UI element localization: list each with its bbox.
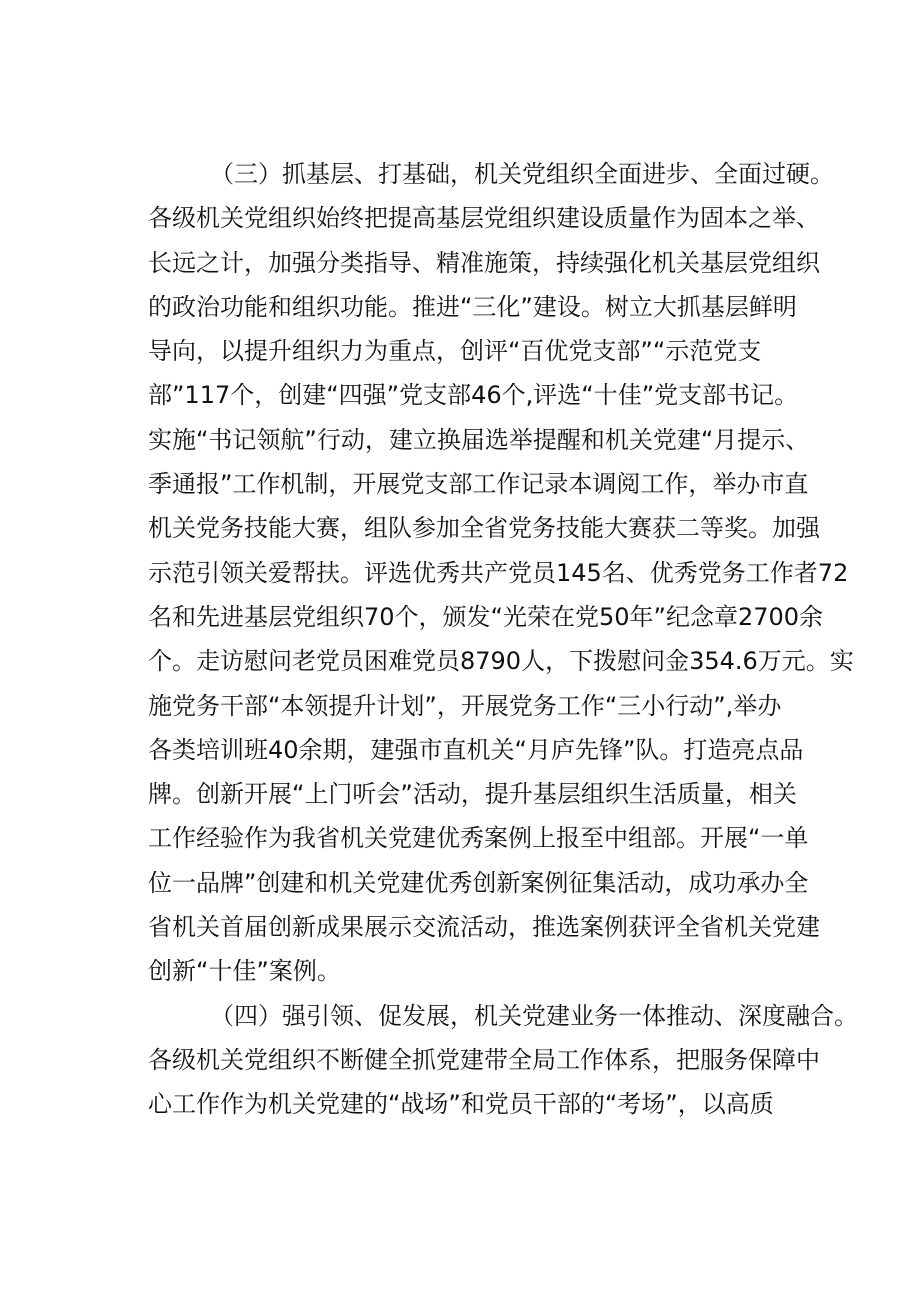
document-body bbox=[148, 152, 858, 1127]
paragraph-line: 各类培训班40余期，建强市直机关“月庐先锋”队。打造亮点品 bbox=[148, 735, 804, 764]
paragraph-line: 施党务干部“本领提升计划”，开展党务工作“三小行动”,举办 bbox=[148, 691, 782, 720]
section-3-paragraph bbox=[148, 152, 854, 994]
paragraph-line: 创新“十佳”案例。 bbox=[148, 957, 341, 986]
paragraph-line: 示范引领关爱帮扶。评选优秀共产党员145名、优秀党务工作者72 bbox=[148, 558, 849, 587]
paragraph-line: 牌。创新开展“上门听会”活动，提升基层组织生活质量，相关 bbox=[148, 780, 797, 809]
paragraph-line: 工作经验作为我省机关党建优秀案例上报至中组部。开展“一单 bbox=[148, 824, 809, 853]
paragraph-line: 实施“书记领航”行动，建立换届选举提醒和机关党建“月提示、 bbox=[148, 425, 810, 454]
paragraph-line: 机关党务技能大赛，组队参加全省党务技能大赛获二等奖。加强 bbox=[148, 514, 820, 543]
section-4-paragraph bbox=[148, 994, 858, 1127]
paragraph-line: 导向，以提升组织力为重点，创评“百优党支部”“示范党支 bbox=[148, 337, 762, 366]
paragraph-line: 部”117个，创建“四强”党支部46个,评选“十佳”党支部书记。 bbox=[148, 381, 799, 410]
paragraph-line: 的政治功能和组织功能。推进“三化”建设。树立大抓基层鲜明 bbox=[148, 292, 797, 321]
section-4-heading-line: （四）强引领、促发展，机关党建业务一体推动、深度融合。 bbox=[210, 1001, 858, 1030]
paragraph-line: 心工作作为机关党建的“战场”和党员干部的“考场”，以高质 bbox=[148, 1090, 774, 1119]
paragraph-line: 各级机关党组织始终把提高基层党组织建设质量作为固本之举、 bbox=[148, 204, 820, 233]
paragraph-line: 省机关首届创新成果展示交流活动，推选案例获评全省机关党建 bbox=[148, 913, 820, 942]
paragraph-line: 位一品牌”创建和机关党建优秀创新案例征集活动，成功承办全 bbox=[148, 868, 809, 897]
paragraph-line: 名和先进基层党组织70个，颁发“光荣在党50年”纪念章2700余 bbox=[148, 602, 824, 631]
paragraph-line: 各级机关党组织不断健全抓党建带全局工作体系，把服务保障中 bbox=[148, 1045, 820, 1074]
paragraph-line: 季通报”工作机制，开展党支部工作记录本调阅工作，举办市直 bbox=[148, 470, 809, 499]
paragraph-line: 长远之计，加强分类指导、精准施策，持续强化机关基层党组织 bbox=[148, 248, 820, 277]
section-3-heading-line: （三）抓基层、打基础，机关党组织全面进步、全面过硬。 bbox=[210, 160, 834, 188]
paragraph-line: 个。走访慰问老党员困难党员8790人，下拨慰问金354.6万元。实 bbox=[148, 647, 854, 676]
